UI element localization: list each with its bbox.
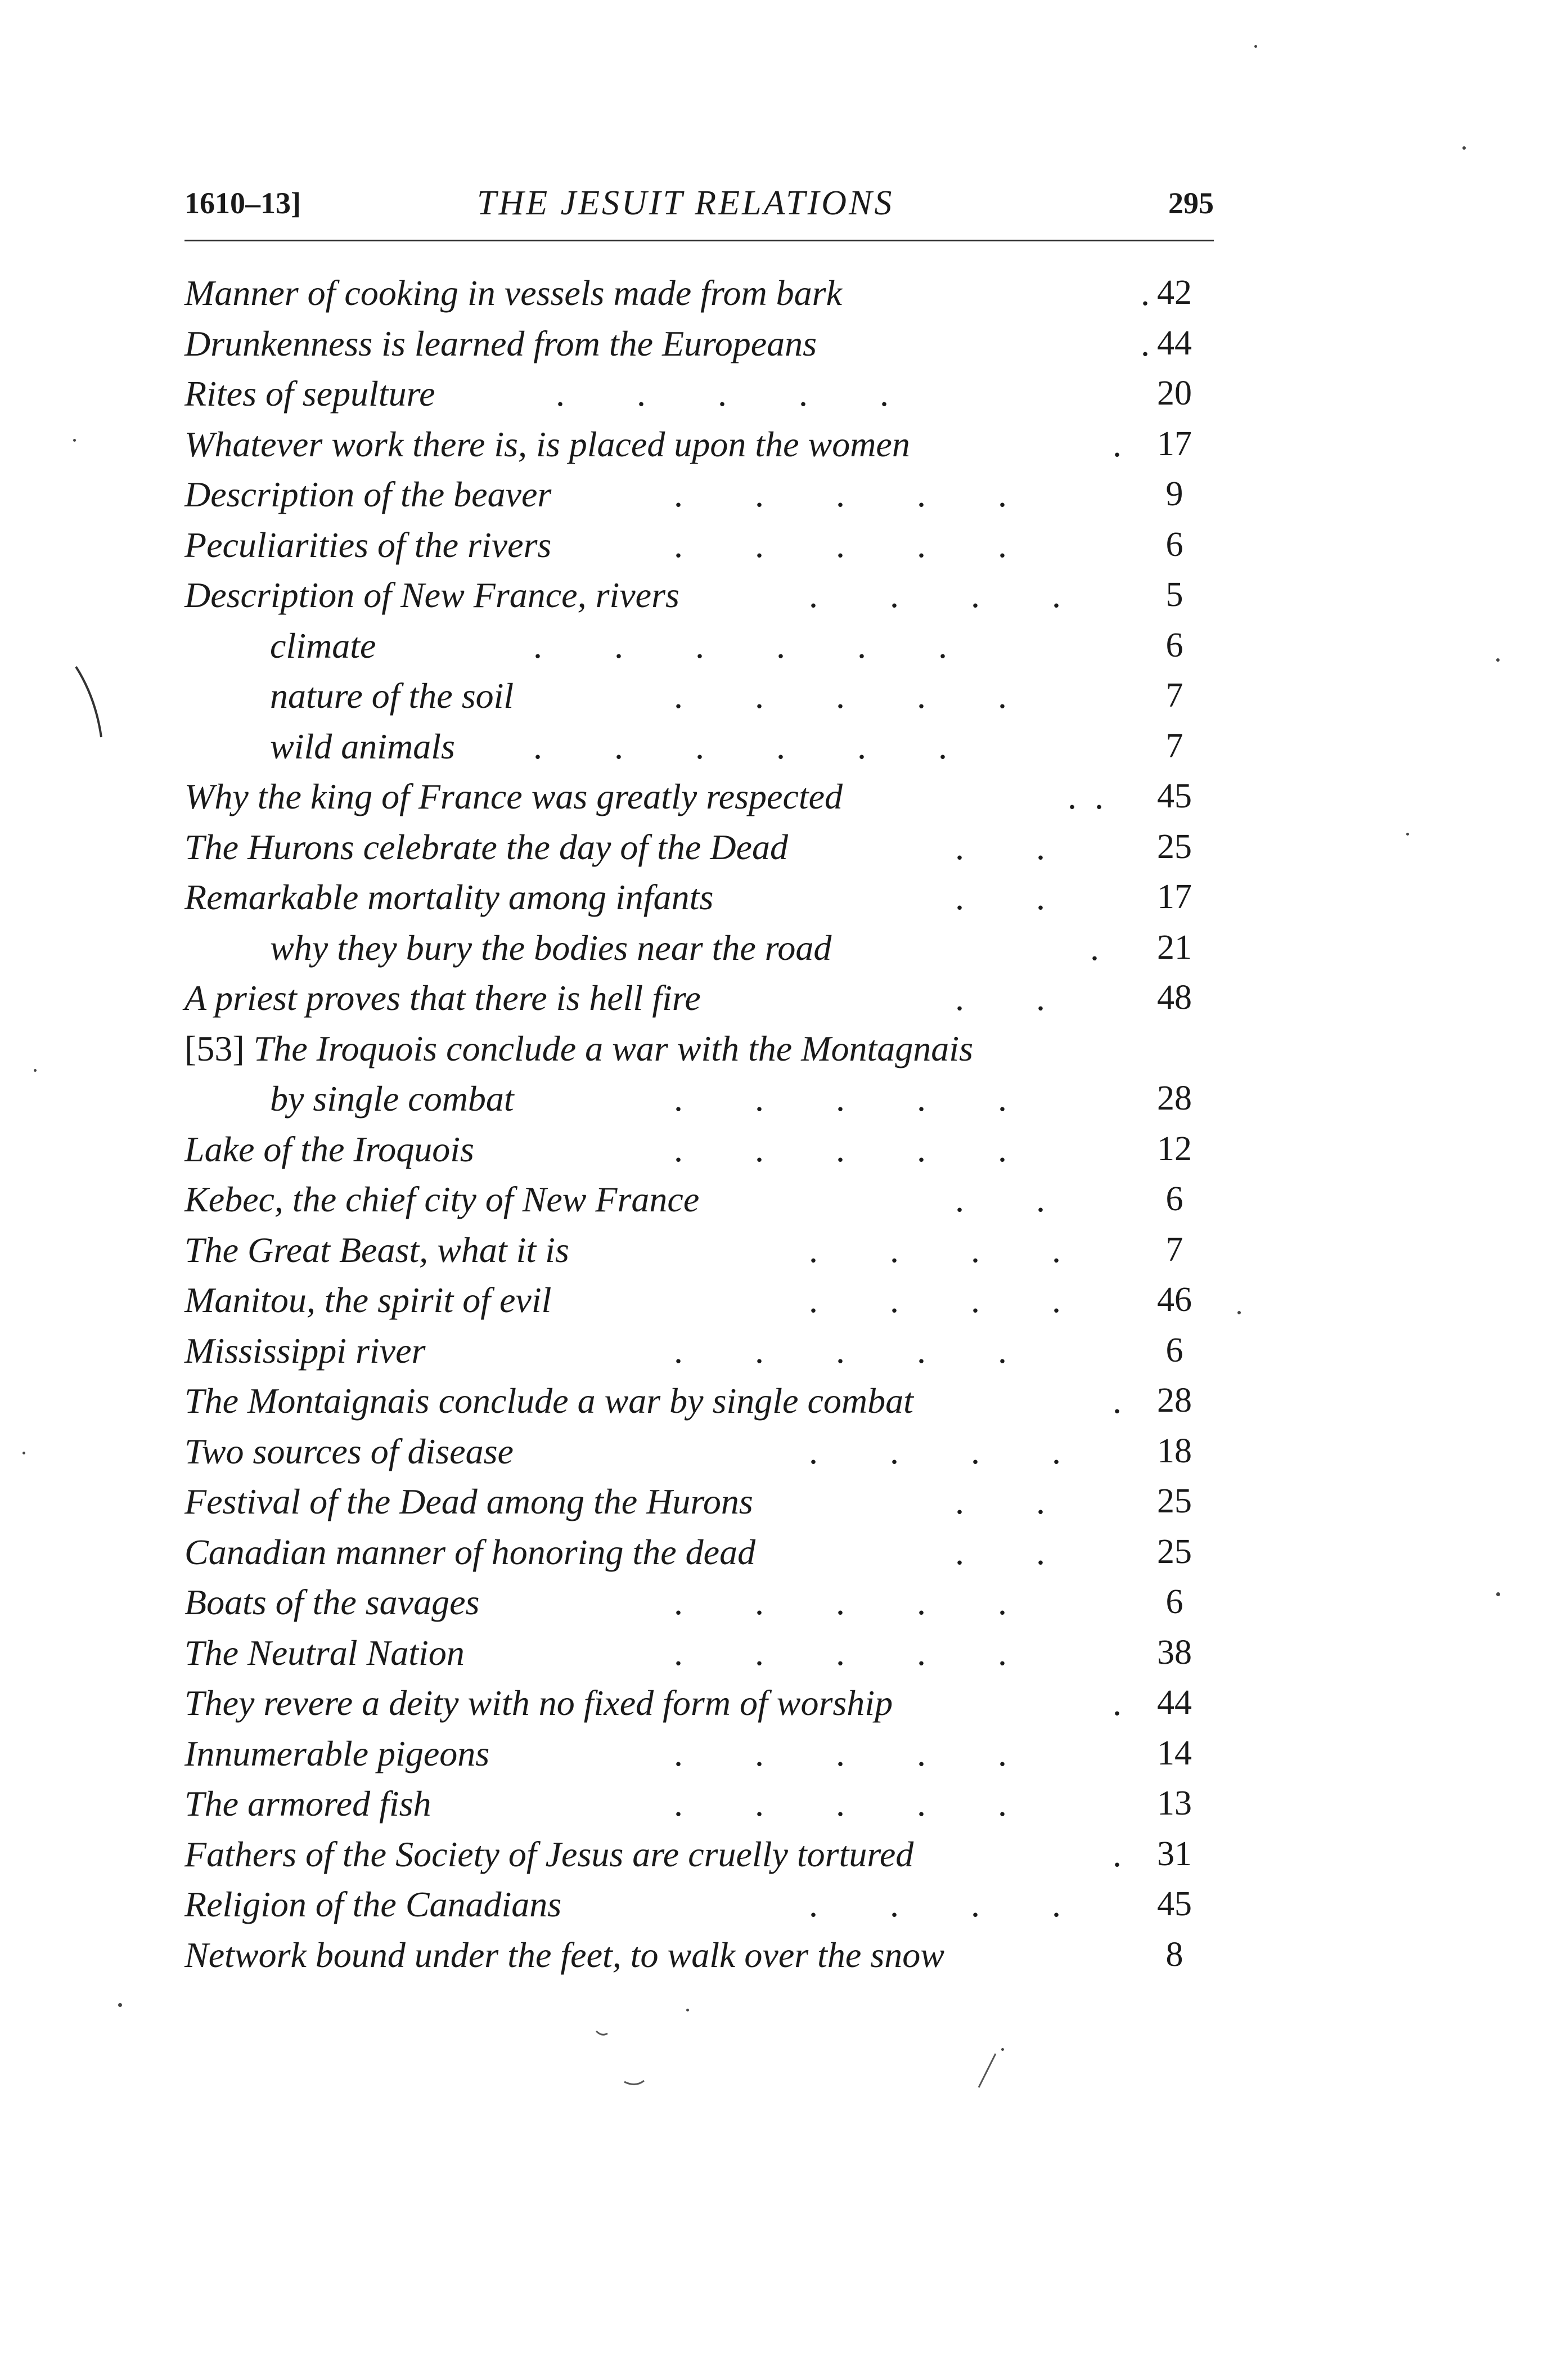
- index-subentry: [184, 621, 1214, 671]
- entry-text: They revere a deity with no fixed form of worship: [184, 1683, 893, 1723]
- leader-dots: . . . . .: [674, 1330, 1007, 1371]
- entry-page: 44: [1157, 1683, 1192, 1722]
- index-entry: [184, 1879, 1214, 1930]
- index-subentry: [184, 671, 1214, 721]
- scan-speck: [1406, 833, 1409, 836]
- scan-speck: [1462, 146, 1466, 150]
- index-entry: [184, 570, 1214, 621]
- entry-page: 12: [1157, 1129, 1192, 1168]
- leader-dots: . . . . . .: [533, 726, 947, 766]
- entry-page: 8: [1165, 1935, 1183, 1974]
- leader-dots: . . . . .: [674, 1582, 1007, 1622]
- leader-dots: .: [1113, 424, 1122, 464]
- index-entry: [184, 1527, 1214, 1578]
- entry-page: 45: [1157, 1885, 1192, 1923]
- scan-speck: [22, 1452, 25, 1454]
- entry-page: 17: [1157, 878, 1192, 916]
- entry-page: 46: [1157, 1281, 1192, 1319]
- entry-page: 7: [1165, 676, 1183, 715]
- entry-text: by single combat: [270, 1079, 514, 1119]
- entry-text: The Hurons celebrate the day of the Dead: [184, 827, 788, 867]
- page-number: 295: [1168, 186, 1214, 220]
- entry-page: 6: [1165, 626, 1183, 664]
- leader-dots: . .: [955, 1481, 1045, 1521]
- index-entry: [184, 1678, 1214, 1728]
- index-entry: [184, 1930, 1214, 1981]
- leader-dots: . . . . .: [674, 1632, 1007, 1673]
- scan-speck: [1254, 45, 1257, 48]
- entry-page: 28: [1157, 1381, 1192, 1420]
- index-subentry: [184, 923, 1214, 973]
- entry-text: Boats of the savages: [184, 1582, 480, 1622]
- entry-page: 18: [1157, 1431, 1192, 1470]
- entry-page: 44: [1157, 324, 1192, 362]
- entry-text: nature of the soil: [270, 676, 514, 716]
- leader-dots: . .: [955, 827, 1045, 867]
- entry-page: 25: [1157, 1532, 1192, 1571]
- leader-dots: .: [1141, 273, 1150, 313]
- leader-dots: . . . .: [809, 1884, 1061, 1924]
- entry-page: 9: [1165, 475, 1183, 513]
- entry-text: climate: [270, 625, 376, 666]
- entry-page: 28: [1157, 1079, 1192, 1117]
- index-entry: [184, 1023, 1214, 1074]
- entry-text: Two sources of disease: [184, 1431, 514, 1471]
- entry-text: Description of the beaver: [184, 474, 552, 514]
- leader-dots: . . . . .: [674, 1784, 1007, 1824]
- index-entry: [184, 822, 1214, 873]
- leader-dots: . . . .: [809, 1280, 1061, 1320]
- entry-text: Why the king of France was greatly respected: [184, 776, 843, 816]
- index-entry: [184, 520, 1214, 571]
- entry-page: 6: [1165, 1583, 1183, 1621]
- index-entry: [184, 771, 1214, 822]
- entry-page: 6: [1165, 1180, 1183, 1218]
- leader-dots: . .: [955, 978, 1045, 1018]
- entry-text: Remarkable mortality among infants: [184, 877, 714, 917]
- leader-dots: .: [1113, 1381, 1122, 1421]
- index-entry: [184, 1628, 1214, 1678]
- leader-dots: . . . . .: [674, 676, 1007, 716]
- entry-text: Kebec, the chief city of New France: [184, 1179, 700, 1219]
- index-entry: [184, 1728, 1214, 1779]
- leader-dots: .: [1141, 323, 1150, 363]
- entry-page: 13: [1157, 1784, 1192, 1822]
- header-date-range: 1610–13]: [184, 186, 301, 220]
- leader-dots: . .: [955, 877, 1045, 917]
- entry-text: Innumerable pigeons: [184, 1733, 490, 1773]
- scan-mark: [591, 2014, 681, 2093]
- leader-dots: . . . . .: [556, 374, 889, 414]
- entry-text: Rites of sepulture: [184, 374, 435, 414]
- entry-page: 25: [1157, 827, 1192, 866]
- index-entry: [184, 973, 1214, 1023]
- entry-text: Whatever work there is, is placed upon the women: [184, 424, 910, 464]
- entry-text: The Neutral Nation: [184, 1632, 465, 1673]
- index-entry: [184, 1376, 1214, 1426]
- entry-text: Network bound under the feet, to walk over the snow: [184, 1934, 944, 1975]
- entry-page: 14: [1157, 1734, 1192, 1772]
- index-entry-continuation: [184, 1074, 1214, 1124]
- leader-dots: . . . .: [809, 1229, 1061, 1270]
- index-entry: [184, 369, 1214, 419]
- entry-text: Mississippi river: [184, 1330, 426, 1371]
- entry-text: The Great Beast, what it is: [184, 1229, 569, 1270]
- entry-page: 25: [1157, 1482, 1192, 1520]
- scan-mark: [956, 2048, 1012, 2093]
- leader-dots: . .: [955, 1179, 1045, 1219]
- entry-page: 7: [1165, 1230, 1183, 1269]
- entry-page: 45: [1157, 777, 1192, 815]
- leader-dots: .: [1090, 927, 1099, 968]
- index-entry: [184, 268, 1214, 318]
- index-entry: [184, 1426, 1214, 1477]
- index-entry: [184, 1829, 1214, 1880]
- entry-text: why they bury the bodies near the road: [270, 927, 832, 968]
- leader-dots: . . . . . .: [533, 625, 947, 666]
- index-entry: [184, 419, 1214, 470]
- entry-page: 5: [1165, 576, 1183, 614]
- index-entry: [184, 1225, 1214, 1276]
- leader-dots: .: [1113, 1834, 1122, 1874]
- entry-page: 38: [1157, 1633, 1192, 1672]
- index-entry: [184, 1326, 1214, 1376]
- entry-page: 42: [1157, 273, 1192, 312]
- leader-dots: . . . .: [809, 1431, 1061, 1471]
- entry-text: Canadian manner of honoring the dead: [184, 1532, 756, 1572]
- entry-text: Festival of the Dead among the Hurons: [184, 1481, 753, 1521]
- entry-text: Lake of the Iroquois: [184, 1129, 474, 1169]
- index-subentry: [184, 721, 1214, 772]
- entry-page: 48: [1157, 978, 1192, 1017]
- entry-page: 31: [1157, 1834, 1192, 1873]
- entry-page: 20: [1157, 374, 1192, 412]
- scan-speck: [1237, 1311, 1241, 1314]
- entry-text: Manner of cooking in vessels made from bark: [184, 273, 842, 313]
- entry-page: 6: [1165, 1331, 1183, 1369]
- index-entry: [184, 1577, 1214, 1628]
- leader-dots: . . . . .: [674, 1733, 1007, 1773]
- entry-page: 6: [1165, 525, 1183, 564]
- index-entry: [184, 1779, 1214, 1829]
- entry-text: Peculiarities of the rivers: [184, 524, 552, 565]
- entry-text: A priest proves that there is hell fire: [184, 978, 701, 1018]
- entry-page: 17: [1157, 424, 1192, 463]
- leader-dots: . . . . .: [674, 474, 1007, 514]
- leader-dots: . . . .: [809, 575, 1061, 615]
- index-entry: [184, 1124, 1214, 1175]
- index-entry: [184, 1275, 1214, 1326]
- entry-text: Manitou, the spirit of evil: [184, 1280, 552, 1320]
- index-list: [184, 268, 1214, 1980]
- scan-speck: [1496, 658, 1500, 662]
- entry-page: 21: [1157, 928, 1192, 967]
- leader-dots: . . . . .: [674, 1079, 1007, 1119]
- index-entry: [184, 1476, 1214, 1527]
- entry-page: 7: [1165, 726, 1183, 765]
- entry-text: The Iroquois conclude a war with the Montagnais: [253, 1028, 973, 1068]
- scan-speck: [73, 439, 76, 442]
- leader-dots: . .: [955, 1532, 1045, 1572]
- scan-speck: [118, 2003, 122, 2007]
- index-entry: [184, 469, 1214, 520]
- entry-text: Description of New France, rivers: [184, 575, 679, 615]
- entry-text: The armored fish: [184, 1784, 431, 1824]
- scan-speck: [34, 1069, 37, 1072]
- scan-speck: [686, 2009, 689, 2011]
- index-entry: [184, 318, 1214, 369]
- original-page-marker: [53]: [184, 1028, 245, 1068]
- leader-dots: . .: [1068, 776, 1104, 816]
- index-entry: [184, 872, 1214, 923]
- leader-dots: . . . . .: [674, 524, 1007, 565]
- leader-dots: .: [1113, 1683, 1122, 1723]
- entry-text: Drunkenness is learned from the Europeans: [184, 323, 817, 363]
- entry-text-with-marker: [184, 1023, 973, 1074]
- entry-text: Religion of the Canadians: [184, 1884, 562, 1924]
- index-entry: [184, 1174, 1214, 1225]
- entry-text: Fathers of the Society of Jesus are cruelly tortured: [184, 1834, 914, 1874]
- leader-dots: . . . . .: [674, 1129, 1007, 1169]
- header-rule: [184, 240, 1214, 241]
- entry-text: wild animals: [270, 726, 455, 766]
- scan-speck: [1496, 1592, 1500, 1596]
- scan-mark: [73, 664, 107, 743]
- running-header: [184, 179, 1214, 230]
- header-title: THE JESUIT RELATIONS: [477, 184, 894, 222]
- entry-text: The Montaignais conclude a war by single combat: [184, 1381, 913, 1421]
